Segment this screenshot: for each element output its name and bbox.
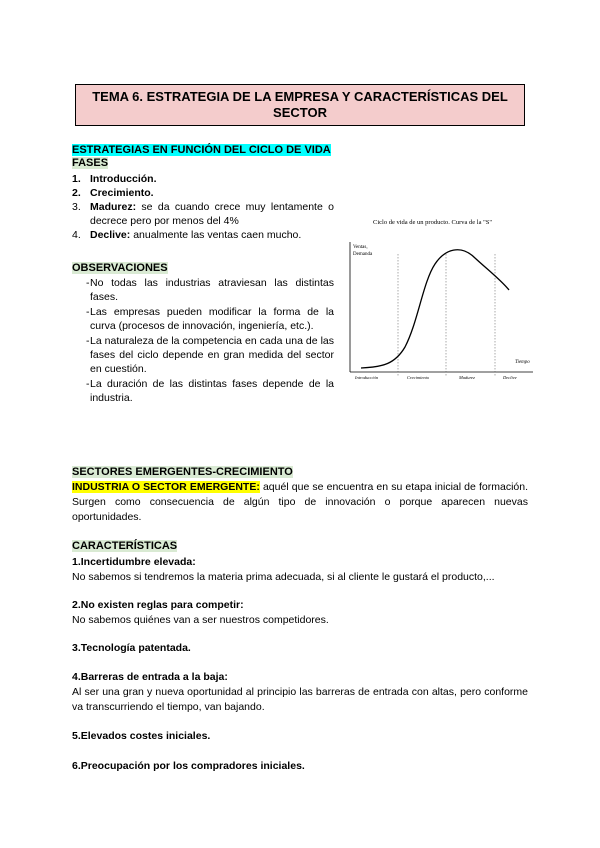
sector-emergente-definition: INDUSTRIA O SECTOR EMERGENTE: aquél que se encuentra en su etapa inicial de formación. Surgen como consecuencia de algún tipo de innovación o porque aparecen nuevas oportunidades. bbox=[72, 481, 528, 523]
sectores-emergentes-heading: SECTORES EMERGENTES-CRECIMIENTO bbox=[72, 466, 293, 478]
figure-xlabel: Tiempo bbox=[515, 360, 530, 365]
caracteristica-4: 4.Barreras de entrada a la baja: Al ser una gran y nueva oportunidad al principio las barreras de entrada con altas, pero conforme va transcurriendo el tiempo, van bajando. bbox=[72, 671, 528, 713]
s-curve bbox=[361, 250, 509, 368]
fases-label: FASES bbox=[72, 157, 109, 169]
phase-label-introduccion: Introducción bbox=[355, 375, 379, 380]
sector-emergente-term: INDUSTRIA O SECTOR EMERGENTE: bbox=[72, 481, 260, 493]
figure-caption: Ciclo de vida de un producto. Curva de la "S" bbox=[373, 219, 493, 226]
list-item: 4. Declive: anualmente las ventas caen mucho. bbox=[72, 229, 302, 241]
caracteristica-3: 3.Tecnología patentada. bbox=[72, 642, 191, 654]
list-item: - No todas las industrias atraviesan las distintas fases. bbox=[72, 276, 334, 304]
fases-list bbox=[72, 172, 334, 242]
caracteristica-2: 2.No existen reglas para competir: No sabemos quiénes van a ser nuestros competidores. bbox=[72, 599, 329, 626]
section-heading-ciclo-vida: ESTRATEGIAS EN FUNCIÓN DEL CICLO DE VIDA FASES bbox=[72, 144, 331, 169]
page-title: TEMA 6. ESTRATEGIA DE LA EMPRESA Y CARACTERÍSTICAS DEL SECTOR bbox=[92, 89, 508, 120]
phase-label-crecimiento: Crecimiento bbox=[407, 375, 430, 380]
caracteristica-6: 6.Preocupación por los compradores iniciales. bbox=[72, 760, 305, 772]
page-title-box bbox=[75, 84, 525, 126]
figure-ylabel-1: Ventas, bbox=[353, 245, 368, 250]
observaciones-list bbox=[72, 276, 334, 406]
list-item: - La naturaleza de la competencia en cada una de las fases del ciclo depende en gran medida del sector en cuestión. bbox=[72, 334, 334, 376]
figure-ylabel-2: Demanda bbox=[353, 252, 373, 257]
caracteristica-1: 1.Incertidumbre elevada: No sabemos si tendremos la materia prima adecuada, si al cliente le gustará el producto,... bbox=[72, 556, 495, 583]
phase-label-declive: Declive bbox=[503, 375, 517, 380]
list-item: - La duración de las distintas fases depende de la industria. bbox=[72, 377, 334, 405]
figure-phase-labels bbox=[354, 375, 517, 380]
list-item: 3. Madurez: se da cuando crece muy lentamente o decrece pero por menos del 4% bbox=[72, 201, 334, 227]
list-item: 2. Crecimiento. bbox=[72, 187, 154, 199]
list-item: - Las empresas pueden modificar la forma de la curva (procesos de innovación, ingeniería, etc.). bbox=[72, 305, 334, 333]
figure-phase-dividers bbox=[398, 254, 495, 377]
caracteristica-5: 5.Elevados costes iniciales. bbox=[72, 730, 211, 742]
life-cycle-figure bbox=[343, 212, 538, 387]
observaciones-heading: OBSERVACIONES bbox=[72, 262, 168, 274]
caracteristicas-heading: CARACTERÍSTICAS bbox=[72, 540, 178, 552]
phase-label-madurez: Madurez bbox=[459, 375, 475, 380]
list-item: 1. Introducción. bbox=[72, 173, 157, 185]
